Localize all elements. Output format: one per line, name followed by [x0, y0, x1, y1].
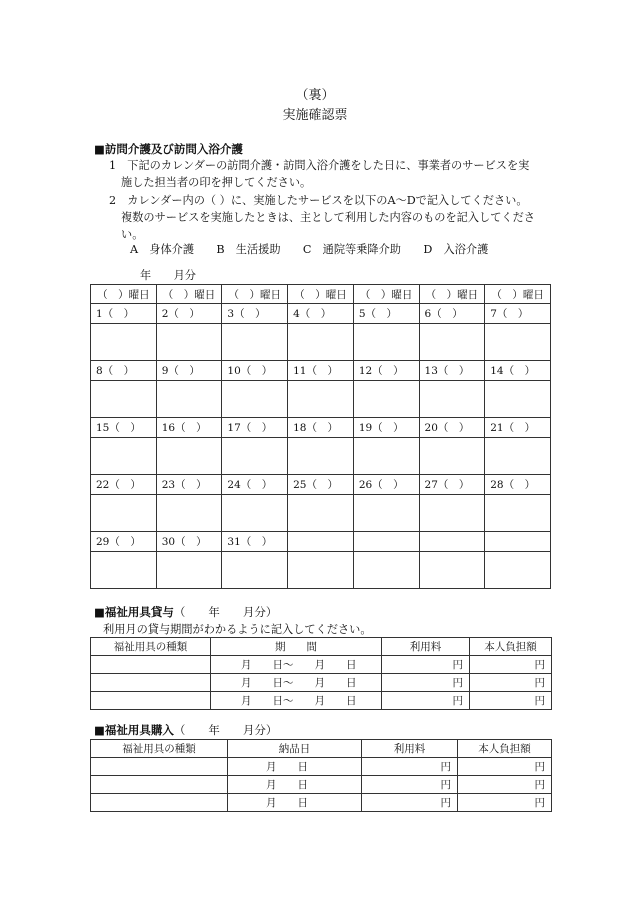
stamp-cell[interactable]: [485, 381, 551, 418]
calendar-month-label: 年 月分: [140, 269, 196, 282]
stamp-cell[interactable]: [222, 552, 288, 589]
calendar-date-cell[interactable]: 22（ ）: [91, 475, 157, 495]
calendar-date-cell[interactable]: 1（ ）: [91, 304, 157, 324]
calendar-date-row: [91, 532, 551, 552]
side-label: （裏）: [295, 88, 335, 103]
calendar-date-cell[interactable]: [485, 532, 551, 552]
stamp-cell[interactable]: [288, 552, 354, 589]
rental-row: [91, 692, 552, 710]
stamp-cell[interactable]: [419, 495, 485, 532]
calendar-table: [90, 284, 551, 589]
calendar-date-cell[interactable]: 30（ ）: [156, 532, 222, 552]
calendar-date-cell[interactable]: 6（ ）: [419, 304, 485, 324]
period-cell[interactable]: 月 日～ 月 日: [211, 656, 382, 674]
column-header: 利用料: [362, 740, 458, 758]
equipment-type-cell[interactable]: [91, 692, 211, 710]
weekday-cell[interactable]: （ ）曜日: [156, 285, 222, 304]
stamp-cell[interactable]: [91, 438, 157, 475]
burden-cell[interactable]: 円: [458, 758, 552, 776]
calendar-date-cell[interactable]: 5（ ）: [353, 304, 419, 324]
burden-cell[interactable]: 円: [458, 776, 552, 794]
period-cell[interactable]: 月 日～ 月 日: [211, 692, 382, 710]
stamp-cell[interactable]: [485, 438, 551, 475]
stamp-cell[interactable]: [419, 438, 485, 475]
stamp-cell[interactable]: [156, 552, 222, 589]
delivery-date-cell[interactable]: 月 日: [228, 794, 362, 812]
stamp-cell[interactable]: [91, 324, 157, 361]
weekday-cell[interactable]: （ ）曜日: [91, 285, 157, 304]
calendar-date-cell[interactable]: [353, 532, 419, 552]
weekday-cell[interactable]: （ ）曜日: [485, 285, 551, 304]
calendar-date-row: [91, 361, 551, 381]
calendar-date-cell[interactable]: 9（ ）: [156, 361, 222, 381]
calendar-stamp-row: [91, 438, 551, 475]
delivery-date-cell[interactable]: 月 日: [228, 776, 362, 794]
stamp-cell[interactable]: [288, 438, 354, 475]
weekday-cell[interactable]: （ ）曜日: [419, 285, 485, 304]
stamp-cell[interactable]: [485, 552, 551, 589]
stamp-cell[interactable]: [353, 438, 419, 475]
stamp-cell[interactable]: [156, 324, 222, 361]
delivery-date-cell[interactable]: 月 日: [228, 758, 362, 776]
stamp-cell[interactable]: [156, 495, 222, 532]
rental-table: [90, 637, 552, 710]
stamp-cell[interactable]: [222, 324, 288, 361]
calendar-date-cell[interactable]: 2（ ）: [156, 304, 222, 324]
column-header: 福祉用具の種類: [91, 638, 211, 656]
stamp-cell[interactable]: [91, 381, 157, 418]
calendar-date-row: [91, 304, 551, 324]
column-header: 本人負担額: [458, 740, 552, 758]
stamp-cell[interactable]: [419, 324, 485, 361]
calendar-date-cell[interactable]: 3（ ）: [222, 304, 288, 324]
purchase-table: [90, 739, 552, 812]
equipment-type-cell[interactable]: [91, 656, 211, 674]
calendar-date-cell[interactable]: 27（ ）: [419, 475, 485, 495]
stamp-cell[interactable]: [419, 381, 485, 418]
equipment-type-cell[interactable]: [91, 758, 228, 776]
calendar-date-cell[interactable]: 14（ ）: [485, 361, 551, 381]
instruction-1-line-2: 施した担当者の印を押してください。: [121, 176, 312, 189]
fee-cell[interactable]: 円: [382, 692, 470, 710]
rental-row: [91, 656, 552, 674]
calendar-date-cell[interactable]: 20（ ）: [419, 418, 485, 438]
calendar-date-cell[interactable]: 24（ ）: [222, 475, 288, 495]
stamp-cell[interactable]: [222, 381, 288, 418]
page-title: 実施確認票: [282, 108, 348, 123]
column-header: 福祉用具の種類: [91, 740, 228, 758]
stamp-cell[interactable]: [419, 552, 485, 589]
rental-header-row: [91, 638, 552, 656]
calendar-date-cell[interactable]: 16（ ）: [156, 418, 222, 438]
weekday-header-row: [91, 285, 551, 304]
calendar-stamp-row: [91, 381, 551, 418]
calendar-date-row: [91, 475, 551, 495]
stamp-cell[interactable]: [353, 552, 419, 589]
calendar-date-cell[interactable]: [288, 532, 354, 552]
purchase-header-row: [91, 740, 552, 758]
calendar-date-cell[interactable]: 23（ ）: [156, 475, 222, 495]
rental-heading-label: ■福祉用具貸与: [94, 605, 174, 619]
calendar-stamp-row: [91, 552, 551, 589]
burden-cell[interactable]: 円: [470, 674, 552, 692]
column-header: 納品日: [228, 740, 362, 758]
instruction-2-line-2: 複数のサービスを実施したときは、主として利用した内容のものを記入してくださ: [121, 211, 535, 224]
calendar-date-cell[interactable]: 28（ ）: [485, 475, 551, 495]
stamp-cell[interactable]: [91, 552, 157, 589]
weekday-cell[interactable]: （ ）曜日: [288, 285, 354, 304]
burden-cell[interactable]: 円: [470, 692, 552, 710]
calendar-date-cell[interactable]: 7（ ）: [485, 304, 551, 324]
calendar-date-cell[interactable]: 8（ ）: [91, 361, 157, 381]
calendar-date-cell[interactable]: 29（ ）: [91, 532, 157, 552]
calendar-date-cell[interactable]: 17（ ）: [222, 418, 288, 438]
purchase-row: [91, 776, 552, 794]
stamp-cell[interactable]: [288, 381, 354, 418]
fee-cell[interactable]: 円: [382, 674, 470, 692]
period-cell[interactable]: 月 日～ 月 日: [211, 674, 382, 692]
stamp-cell[interactable]: [91, 495, 157, 532]
calendar-date-cell[interactable]: 31（ ）: [222, 532, 288, 552]
column-header: 本人負担額: [470, 638, 552, 656]
purchase-heading-month: （ 年 月分）: [173, 723, 278, 737]
stamp-cell[interactable]: [222, 495, 288, 532]
stamp-cell[interactable]: [353, 381, 419, 418]
rental-note: 利用月の貸与期間がわかるように記入してください。: [103, 623, 372, 636]
stamp-cell[interactable]: [156, 381, 222, 418]
column-header: 利用料: [382, 638, 470, 656]
calendar-date-cell[interactable]: 13（ ）: [419, 361, 485, 381]
calendar-date-cell[interactable]: 19（ ）: [353, 418, 419, 438]
calendar-date-cell[interactable]: 11（ ）: [288, 361, 354, 381]
rental-row: [91, 674, 552, 692]
equipment-type-cell[interactable]: [91, 674, 211, 692]
fee-cell[interactable]: 円: [362, 776, 458, 794]
calendar-date-cell[interactable]: 4（ ）: [288, 304, 354, 324]
section-heading-purchase: [94, 722, 277, 738]
stamp-cell[interactable]: [485, 495, 551, 532]
instruction-1-line-1: 1 下記のカレンダーの訪問介護・訪問入浴介護をした日に、事業者のサービスを実: [109, 159, 530, 172]
stamp-cell[interactable]: [222, 438, 288, 475]
calendar-date-cell[interactable]: 26（ ）: [353, 475, 419, 495]
calendar-date-cell[interactable]: 15（ ）: [91, 418, 157, 438]
stamp-cell[interactable]: [485, 324, 551, 361]
purchase-heading-label: ■福祉用具購入: [94, 723, 174, 737]
weekday-cell[interactable]: （ ）曜日: [353, 285, 419, 304]
burden-cell[interactable]: 円: [458, 794, 552, 812]
calendar-date-cell[interactable]: 12（ ）: [353, 361, 419, 381]
calendar-date-cell[interactable]: [419, 532, 485, 552]
stamp-cell[interactable]: [353, 495, 419, 532]
calendar-date-cell[interactable]: 25（ ）: [288, 475, 354, 495]
fee-cell[interactable]: 円: [362, 758, 458, 776]
column-header: 期 間: [211, 638, 382, 656]
section-heading-rental: [94, 604, 277, 620]
stamp-cell[interactable]: [353, 324, 419, 361]
fee-cell[interactable]: 円: [382, 656, 470, 674]
instruction-2-line-1: 2 カレンダー内の（ ）に、実施したサービスを以下のA～Dで記入してください。: [109, 194, 528, 207]
purchase-row: [91, 794, 552, 812]
equipment-type-cell[interactable]: [91, 794, 228, 812]
stamp-cell[interactable]: [288, 495, 354, 532]
rental-heading-month: （ 年 月分）: [173, 605, 278, 619]
stamp-cell[interactable]: [156, 438, 222, 475]
service-options: A 身体介護 B 生活援助 C 通院等乗降介助 D 入浴介護: [130, 243, 489, 256]
calendar-stamp-row: [91, 324, 551, 361]
weekday-cell[interactable]: （ ）曜日: [222, 285, 288, 304]
equipment-type-cell[interactable]: [91, 776, 228, 794]
calendar-date-row: [91, 418, 551, 438]
section-heading-home-care: ■訪問介護及び訪問入浴介護: [94, 142, 243, 156]
stamp-cell[interactable]: [288, 324, 354, 361]
instruction-2-line-3: い。: [121, 228, 144, 241]
burden-cell[interactable]: 円: [470, 656, 552, 674]
calendar-stamp-row: [91, 495, 551, 532]
calendar-date-cell[interactable]: 21（ ）: [485, 418, 551, 438]
calendar-date-cell[interactable]: 18（ ）: [288, 418, 354, 438]
calendar-date-cell[interactable]: 10（ ）: [222, 361, 288, 381]
purchase-row: [91, 758, 552, 776]
fee-cell[interactable]: 円: [362, 794, 458, 812]
